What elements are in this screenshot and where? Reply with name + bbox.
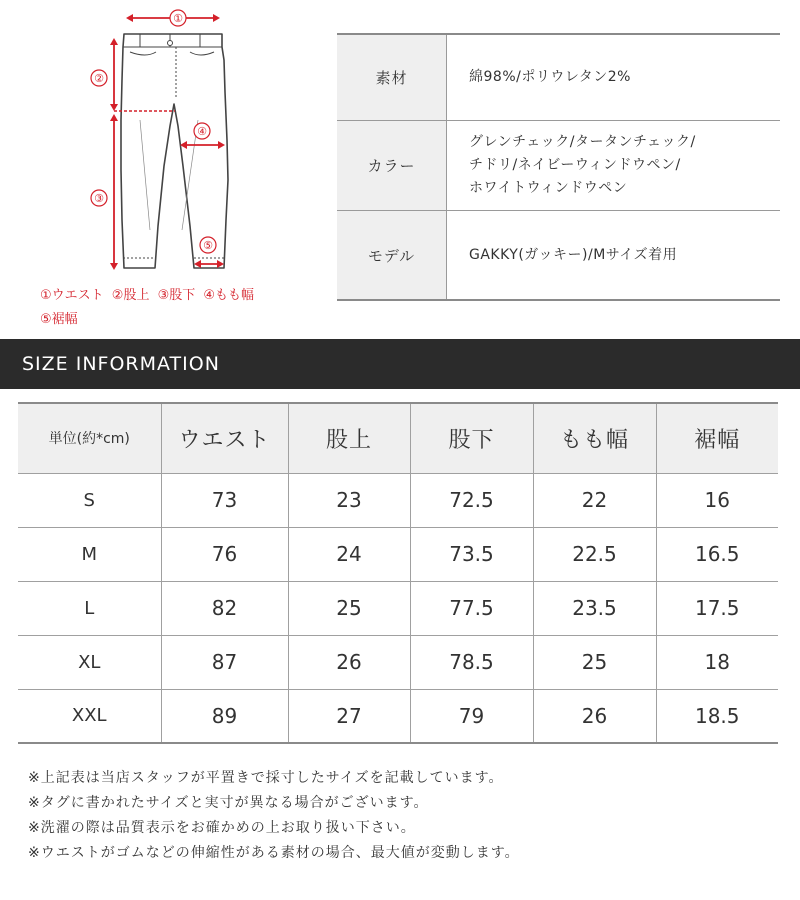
table-cell: 78.5	[410, 635, 533, 689]
pants-outline	[121, 34, 228, 268]
notes	[28, 766, 520, 866]
legend-rise: ②股上	[111, 288, 150, 303]
spec-value-line: ホワイトウィンドウペン	[469, 180, 628, 196]
table-cell: 24	[288, 527, 410, 581]
size-label: M	[18, 527, 161, 581]
size-label: L	[18, 581, 161, 635]
marker-4: ④	[197, 125, 207, 138]
spec-row-model	[337, 211, 780, 299]
note-line: ※タグに書かれたサイズと実寸が異なる場合がございます。	[28, 795, 429, 811]
table-cell: 25	[288, 581, 410, 635]
marker-2: ②	[94, 72, 104, 85]
legend-thigh: ④もも幅	[203, 288, 255, 303]
table-cell: 22.5	[533, 527, 656, 581]
measurement-diagram	[0, 0, 320, 335]
header-thigh: もも幅	[533, 403, 656, 473]
spec-value-material	[447, 35, 780, 120]
spec-value-line: GAKKY(ガッキー)/Mサイズ着用	[469, 246, 678, 263]
table-cell: 76	[161, 527, 288, 581]
marker-1: ①	[173, 12, 183, 25]
note-line: ※ウエストがゴムなどの伸縮性がある素材の場合、最大値が変動します。	[28, 845, 520, 861]
table-cell: 18	[656, 635, 778, 689]
spec-label-model: モデル	[337, 211, 447, 299]
size-label: XL	[18, 635, 161, 689]
table-cell: 17.5	[656, 581, 778, 635]
section-title-bar	[0, 339, 800, 389]
table-row	[18, 635, 778, 689]
spec-value-color	[447, 121, 780, 210]
marker-3: ③	[94, 192, 104, 205]
header-waist: ウエスト	[161, 403, 288, 473]
table-cell: 87	[161, 635, 288, 689]
table-row	[18, 689, 778, 743]
spec-label-color: カラー	[337, 121, 447, 210]
section-title: SIZE INFORMATION	[22, 353, 220, 375]
table-cell: 73	[161, 473, 288, 527]
table-cell: 26	[288, 635, 410, 689]
table-cell: 89	[161, 689, 288, 743]
spec-row-color	[337, 121, 780, 211]
table-cell: 25	[533, 635, 656, 689]
table-cell: 72.5	[410, 473, 533, 527]
size-table-header-row	[18, 403, 778, 473]
table-cell: 82	[161, 581, 288, 635]
size-label: XXL	[18, 689, 161, 743]
table-cell: 16.5	[656, 527, 778, 581]
spec-value-model	[447, 211, 780, 299]
table-cell: 18.5	[656, 689, 778, 743]
size-table	[18, 402, 778, 744]
table-cell: 26	[533, 689, 656, 743]
legend-hem: ⑤裾幅	[40, 312, 78, 327]
table-cell: 23.5	[533, 581, 656, 635]
product-spec-table	[337, 33, 780, 301]
legend-inseam: ③股下	[157, 288, 196, 303]
header-inseam: 股下	[410, 403, 533, 473]
header-unit: 単位(約*cm)	[18, 403, 161, 473]
note-line: ※洗濯の際は品質表示をお確かめの上お取り扱い下さい。	[28, 820, 416, 836]
table-cell: 22	[533, 473, 656, 527]
table-cell: 73.5	[410, 527, 533, 581]
spec-row-material	[337, 35, 780, 121]
spec-value-line: 綿98%/ポリウレタン2%	[469, 69, 631, 85]
table-cell: 27	[288, 689, 410, 743]
pants-illustration	[0, 0, 320, 285]
table-cell: 77.5	[410, 581, 533, 635]
header-hem: 裾幅	[656, 403, 778, 473]
table-row	[18, 581, 778, 635]
table-row	[18, 527, 778, 581]
header-rise: 股上	[288, 403, 410, 473]
table-cell: 79	[410, 689, 533, 743]
table-cell: 23	[288, 473, 410, 527]
spec-value-line: グレンチェック/タータンチェック/	[469, 134, 696, 150]
marker-5: ⑤	[203, 239, 213, 252]
spec-label-material: 素材	[337, 35, 447, 120]
note-line: ※上記表は当店スタッフが平置きで採寸したサイズを記載しています。	[28, 770, 504, 786]
table-cell: 16	[656, 473, 778, 527]
measurement-legend	[40, 284, 320, 332]
spec-value-line: チドリ/ネイビーウィンドウペン/	[469, 157, 681, 173]
table-row	[18, 473, 778, 527]
legend-waist: ①ウエスト	[40, 288, 104, 303]
size-label: S	[18, 473, 161, 527]
